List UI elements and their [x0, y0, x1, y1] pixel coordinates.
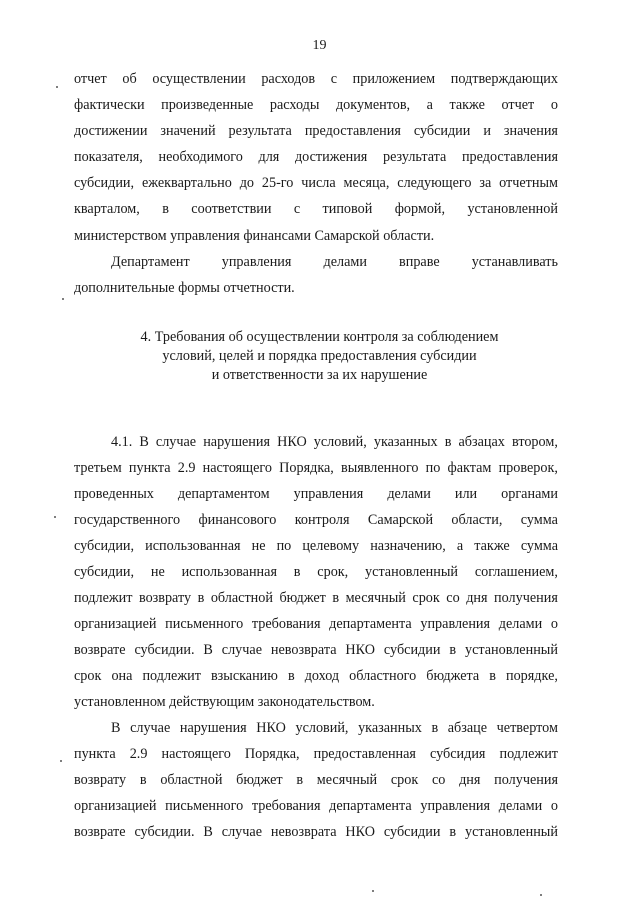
word: проведенных: [74, 486, 154, 502]
heading-line: условий, целей и порядка предоставления субсидии: [162, 348, 477, 364]
word: подтверждающих: [450, 71, 558, 87]
word: предоставленная: [313, 746, 416, 762]
word: она: [111, 668, 133, 684]
word: в: [444, 434, 452, 450]
word: осуществлении: [152, 71, 246, 87]
word: письменного: [165, 798, 244, 814]
scan-speck: [540, 894, 542, 896]
word: в: [287, 668, 295, 684]
text-line: [74, 511, 558, 529]
scan-speck: [56, 86, 58, 88]
word: отчет: [74, 71, 107, 87]
word: управления: [221, 254, 292, 270]
word: устанавливать: [471, 254, 558, 270]
word: условий,: [313, 434, 367, 450]
word: органами: [501, 486, 558, 502]
word: значений: [160, 123, 216, 139]
word: департаментом: [177, 486, 270, 502]
word: пункта: [74, 746, 116, 762]
word: областного: [349, 668, 417, 684]
word: случае: [221, 642, 262, 658]
word: отчет: [501, 97, 535, 113]
word: для: [258, 149, 280, 165]
word: абзаце: [447, 720, 488, 736]
word: субсидия: [430, 746, 486, 762]
word: субсидии,: [74, 175, 135, 191]
word: срок: [390, 772, 419, 788]
word: нарушения: [179, 720, 247, 736]
word: областной: [210, 590, 273, 606]
word: месячный: [345, 590, 406, 606]
text-line: [74, 797, 558, 815]
text-line: [74, 823, 558, 841]
word: со: [431, 772, 446, 788]
word: сумма: [520, 538, 558, 554]
word: субсидии: [413, 123, 471, 139]
word: департамента: [329, 798, 412, 814]
word: необходимого: [158, 149, 243, 165]
word: субсидии,: [74, 538, 135, 554]
word: использованная: [181, 564, 277, 580]
scan-speck: [372, 890, 374, 892]
word: использованная: [145, 538, 241, 554]
text-line: [111, 719, 558, 737]
word: области,: [451, 512, 503, 528]
word: управления: [293, 486, 364, 502]
word: департамента: [329, 616, 412, 632]
word: о: [550, 798, 558, 814]
heading-line: 4. Требования об осуществлении контроля за соблюдением: [140, 329, 499, 345]
word: возврате: [74, 642, 126, 658]
word: Самарской: [367, 512, 434, 528]
word: результата: [228, 123, 292, 139]
word: также: [449, 97, 485, 113]
word: 2.9: [129, 746, 148, 762]
word: по: [425, 460, 441, 476]
text-line: [74, 148, 558, 166]
word: В: [203, 642, 213, 658]
word: а: [456, 538, 464, 554]
text-line: [74, 641, 558, 659]
word: получения: [494, 590, 558, 606]
word: произведенные: [161, 97, 254, 113]
text-line: [74, 122, 558, 140]
word: установленный: [464, 824, 558, 840]
word: в: [296, 772, 304, 788]
word: не: [251, 538, 266, 554]
text-line: [74, 174, 558, 192]
word: в: [431, 720, 439, 736]
word: возврату: [138, 590, 192, 606]
word: 4.1.: [111, 434, 133, 450]
scan-speck: [62, 298, 64, 300]
word: НКО: [277, 434, 307, 450]
word: в: [332, 590, 340, 606]
word: в: [162, 201, 169, 217]
word: бюджет: [236, 772, 283, 788]
word: или: [454, 486, 478, 502]
text-line: [74, 485, 558, 503]
word: в: [449, 824, 457, 840]
word: условий,: [295, 720, 349, 736]
word: также: [474, 538, 510, 554]
word: выявленного: [341, 460, 419, 476]
word: письменного: [165, 616, 244, 632]
word: третьем: [74, 460, 122, 476]
text-line: [111, 253, 558, 271]
word: бюджет: [279, 590, 326, 606]
scan-speck: [60, 760, 62, 762]
word: Департамент: [111, 254, 190, 270]
word: настоящего: [161, 746, 231, 762]
word: требования: [251, 798, 321, 814]
word: указанных: [373, 434, 438, 450]
word: результата: [382, 149, 447, 165]
word: достижения: [294, 149, 368, 165]
word: возврату: [74, 772, 127, 788]
word: за: [479, 175, 492, 191]
word: типовой: [322, 201, 373, 217]
word: приложением: [352, 71, 436, 87]
text-line: [74, 563, 558, 581]
word: фактам: [447, 460, 492, 476]
word: контроля: [294, 512, 350, 528]
word: Порядка,: [279, 460, 334, 476]
word: в: [449, 642, 457, 658]
word: в: [293, 564, 301, 580]
word: получения: [494, 772, 558, 788]
word: срок,: [317, 564, 349, 580]
word: соглашением,: [474, 564, 558, 580]
text-line: [74, 745, 558, 763]
word: пункта: [128, 460, 171, 476]
word: установленный: [464, 642, 558, 658]
word: установленной: [467, 201, 558, 217]
word: НКО: [345, 824, 376, 840]
text-line: [111, 433, 558, 451]
word: в: [489, 668, 496, 684]
word: о: [550, 97, 558, 113]
word: 2.9: [177, 460, 196, 476]
word: субсидии: [383, 642, 441, 658]
text-line: [74, 771, 558, 789]
word: соответствии: [191, 201, 272, 217]
word: делами: [323, 254, 367, 270]
word: случае: [221, 824, 262, 840]
word: о: [550, 616, 558, 632]
word: возврате: [74, 824, 126, 840]
word: до: [239, 175, 254, 191]
word: с: [330, 71, 338, 87]
word: настоящего: [202, 460, 272, 476]
text-line: [74, 589, 558, 607]
word: делами: [387, 486, 431, 502]
text-line: [74, 537, 558, 555]
word: В: [111, 720, 121, 736]
word: делами: [498, 798, 543, 814]
word: НКО: [256, 720, 286, 736]
word: расходы: [269, 97, 320, 113]
word: случае: [155, 434, 197, 450]
heading-line: и ответственности за их нарушение: [211, 367, 428, 383]
word: а: [426, 97, 433, 113]
word: организацией: [74, 616, 157, 632]
word: делами: [498, 616, 543, 632]
word: показателя,: [74, 149, 143, 165]
word: нарушения: [203, 434, 271, 450]
word: следующего: [397, 175, 472, 191]
word: назначению,: [370, 538, 446, 554]
word: в: [139, 772, 147, 788]
text-line: [74, 96, 558, 114]
word: проверок,: [498, 460, 558, 476]
word: по: [276, 538, 292, 554]
word: числа: [301, 175, 336, 191]
word: субсидии,: [74, 564, 135, 580]
word: порядке,: [506, 668, 558, 684]
word: субсидии: [383, 824, 441, 840]
word: требования: [251, 616, 321, 632]
word: с: [293, 201, 301, 217]
word: В: [203, 824, 213, 840]
word: подлежит: [499, 746, 558, 762]
word: НКО: [345, 642, 376, 658]
page-number: 19: [312, 38, 327, 53]
word: В: [139, 434, 149, 450]
word: документов,: [335, 97, 411, 113]
word: предоставления: [304, 123, 401, 139]
word: втором,: [511, 434, 558, 450]
word: месяца,: [343, 175, 390, 191]
word: субсидии.: [134, 642, 195, 658]
word: дня: [459, 772, 481, 788]
word: не: [150, 564, 165, 580]
text-line: министерством управления финансами Самарской области.: [74, 228, 435, 244]
word: отчетным: [499, 175, 558, 191]
word: подлежит: [74, 590, 133, 606]
word: предоставления: [461, 149, 558, 165]
word: фактически: [74, 97, 145, 113]
word: срок: [74, 668, 102, 684]
word: достижении: [74, 123, 148, 139]
word: в: [197, 590, 205, 606]
word: дня: [466, 590, 488, 606]
word: об: [122, 71, 137, 87]
word: Порядка,: [244, 746, 300, 762]
text-line: дополнительные формы отчетности.: [74, 280, 295, 296]
word: значения: [503, 123, 558, 139]
word: доход: [304, 668, 340, 684]
word: управления: [420, 798, 491, 814]
word: абзацах: [458, 434, 505, 450]
word: подлежит: [142, 668, 201, 684]
word: указанных: [358, 720, 422, 736]
word: кварталом,: [74, 201, 140, 217]
text-line: [74, 667, 558, 685]
word: четвертом: [496, 720, 558, 736]
word: субсидии.: [134, 824, 195, 840]
scan-speck: [54, 516, 56, 518]
word: областной: [160, 772, 223, 788]
word: государственного: [74, 512, 181, 528]
word: финансового: [198, 512, 277, 528]
word: целевому: [302, 538, 360, 554]
word: установленный: [365, 564, 458, 580]
word: взысканию: [210, 668, 278, 684]
text-line: [74, 70, 558, 88]
word: со: [446, 590, 460, 606]
word: вправе: [399, 254, 440, 270]
word: расходов: [261, 71, 316, 87]
text-line: [74, 200, 558, 218]
word: невозврата: [270, 642, 337, 658]
word: сумма: [520, 512, 558, 528]
word: 25-го: [261, 175, 294, 191]
word: невозврата: [270, 824, 337, 840]
text-line: установленном действующим законодательством.: [74, 694, 375, 710]
word: организацией: [74, 798, 157, 814]
word: управления: [420, 616, 491, 632]
text-line: [74, 459, 558, 477]
word: формой,: [394, 201, 446, 217]
word: бюджета: [426, 668, 480, 684]
word: срок: [412, 590, 440, 606]
text-line: [74, 615, 558, 633]
word: ежеквартально: [141, 175, 232, 191]
word: случае: [130, 720, 171, 736]
word: и: [483, 123, 491, 139]
word: месячный: [316, 772, 378, 788]
